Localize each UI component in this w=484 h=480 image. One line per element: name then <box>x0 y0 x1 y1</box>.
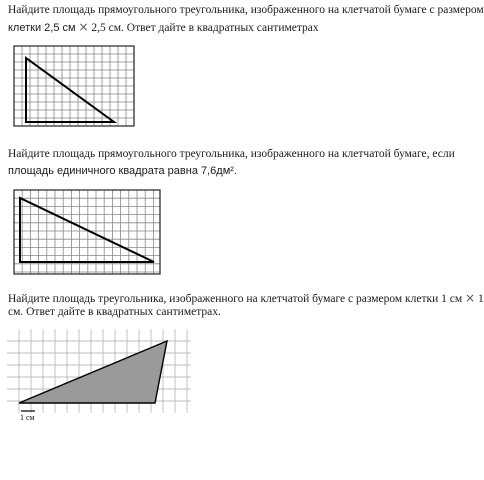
problem-2-text-line-1: Найдите площадь прямоугольного треугольника, изображенного на клетчатой бумаге, если <box>8 148 455 160</box>
problem-1-text-line-1: Найдите площадь прямоугольного треугольника, изображенного на клетчатой бумаге с размером <box>8 4 484 16</box>
problem-1-cell-size-a: клетки 2,5 см <box>8 22 76 34</box>
problem-1-grid-figure <box>14 46 134 126</box>
problem-1-text-line-2 <box>8 19 319 37</box>
problem-3-text-line-1-b: 1 <box>477 293 484 305</box>
problem-3-text-line-2: см. Ответ дайте в квадратных сантиметрах. <box>8 306 221 318</box>
problem-3-triangle <box>19 341 167 403</box>
times-icon: × <box>465 291 476 305</box>
problem-1-cell-size-b: 2,5 см. Ответ дайте в квадратных сантиметрах <box>91 22 319 34</box>
problem-3-scale-label: 1 см <box>20 413 35 422</box>
problem-2-grid-figure <box>14 190 160 274</box>
problem-3-grid-figure <box>7 329 191 413</box>
problem-2-triangle <box>20 198 154 262</box>
times-icon: × <box>78 20 89 34</box>
problem-3-text-line-1-a: Найдите площадь треугольника, изображенного на клетчатой бумаге с размером клетки 1 см <box>8 293 463 305</box>
problem-2-text-line-2: площадь единичного квадрата равна 7,6дм². <box>8 165 237 177</box>
